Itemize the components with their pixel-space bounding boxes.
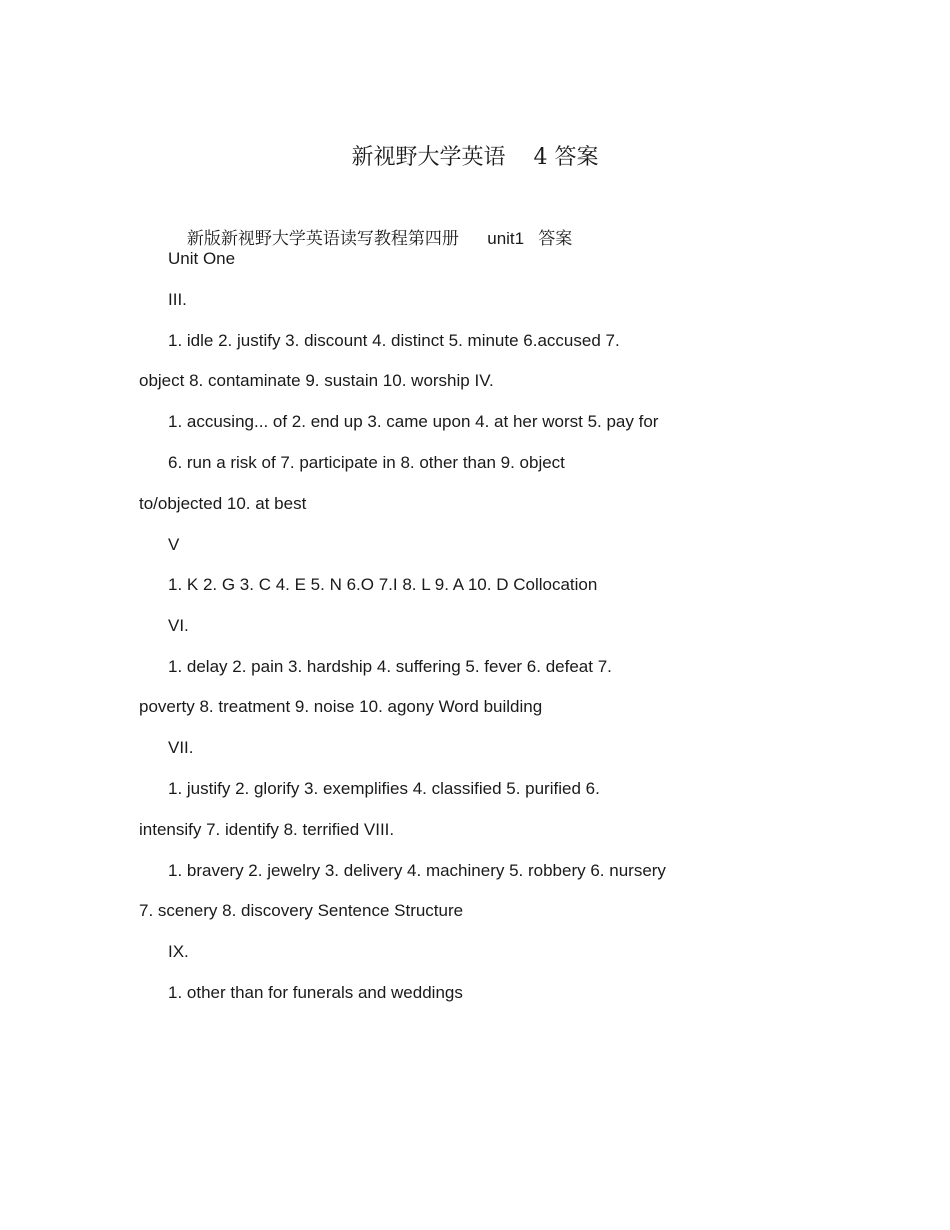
answer-line: poverty 8. treatment 9. noise 10. agony Word building xyxy=(139,697,543,716)
section-heading-ix: IX. xyxy=(168,942,189,961)
answer-line: to/objected 10. at best xyxy=(139,494,307,513)
answer-line: 1. other than for funerals and weddings xyxy=(168,983,463,1002)
answer-line: 1. delay 2. pain 3. hardship 4. suffering 5. fever 6. defeat 7. xyxy=(168,657,612,676)
section-heading-vii: VII. xyxy=(168,738,194,757)
answer-line: 1. bravery 2. jewelry 3. delivery 4. machinery 5. robbery 6. nursery xyxy=(168,861,666,880)
answer-line: intensify 7. identify 8. terrified VIII. xyxy=(139,820,395,839)
answer-line: 1. justify 2. glorify 3. exemplifies 4. classified 5. purified 6. xyxy=(168,779,600,798)
answer-line: 6. run a risk of 7. participate in 8. other than 9. object xyxy=(168,453,565,472)
section-heading-vi: VI. xyxy=(168,616,189,635)
section-heading-iii: III. xyxy=(168,290,187,309)
answer-line: object 8. contaminate 9. sustain 10. worship IV. xyxy=(139,371,494,390)
answer-line: 1. K 2. G 3. C 4. E 5. N 6.O 7.I 8. L 9. A 10. D Collocation xyxy=(168,575,598,594)
unit-heading: Unit One xyxy=(168,249,236,268)
subtitle-chinese: 新版新视野大学英语读写教程第四册 xyxy=(186,229,459,249)
document-title: 新视野大学英语 4 答案 xyxy=(351,145,599,170)
section-heading-v: V xyxy=(168,535,180,554)
answer-line: 1. idle 2. justify 3. discount 4. distinct 5. minute 6.accused 7. xyxy=(168,331,620,350)
answer-line: 7. scenery 8. discovery Sentence Structure xyxy=(139,901,464,920)
answer-line: 1. accusing... of 2. end up 3. came upon 4. at her worst 5. pay for xyxy=(168,412,659,431)
subtitle-unit: unit1 答案 xyxy=(487,229,573,248)
